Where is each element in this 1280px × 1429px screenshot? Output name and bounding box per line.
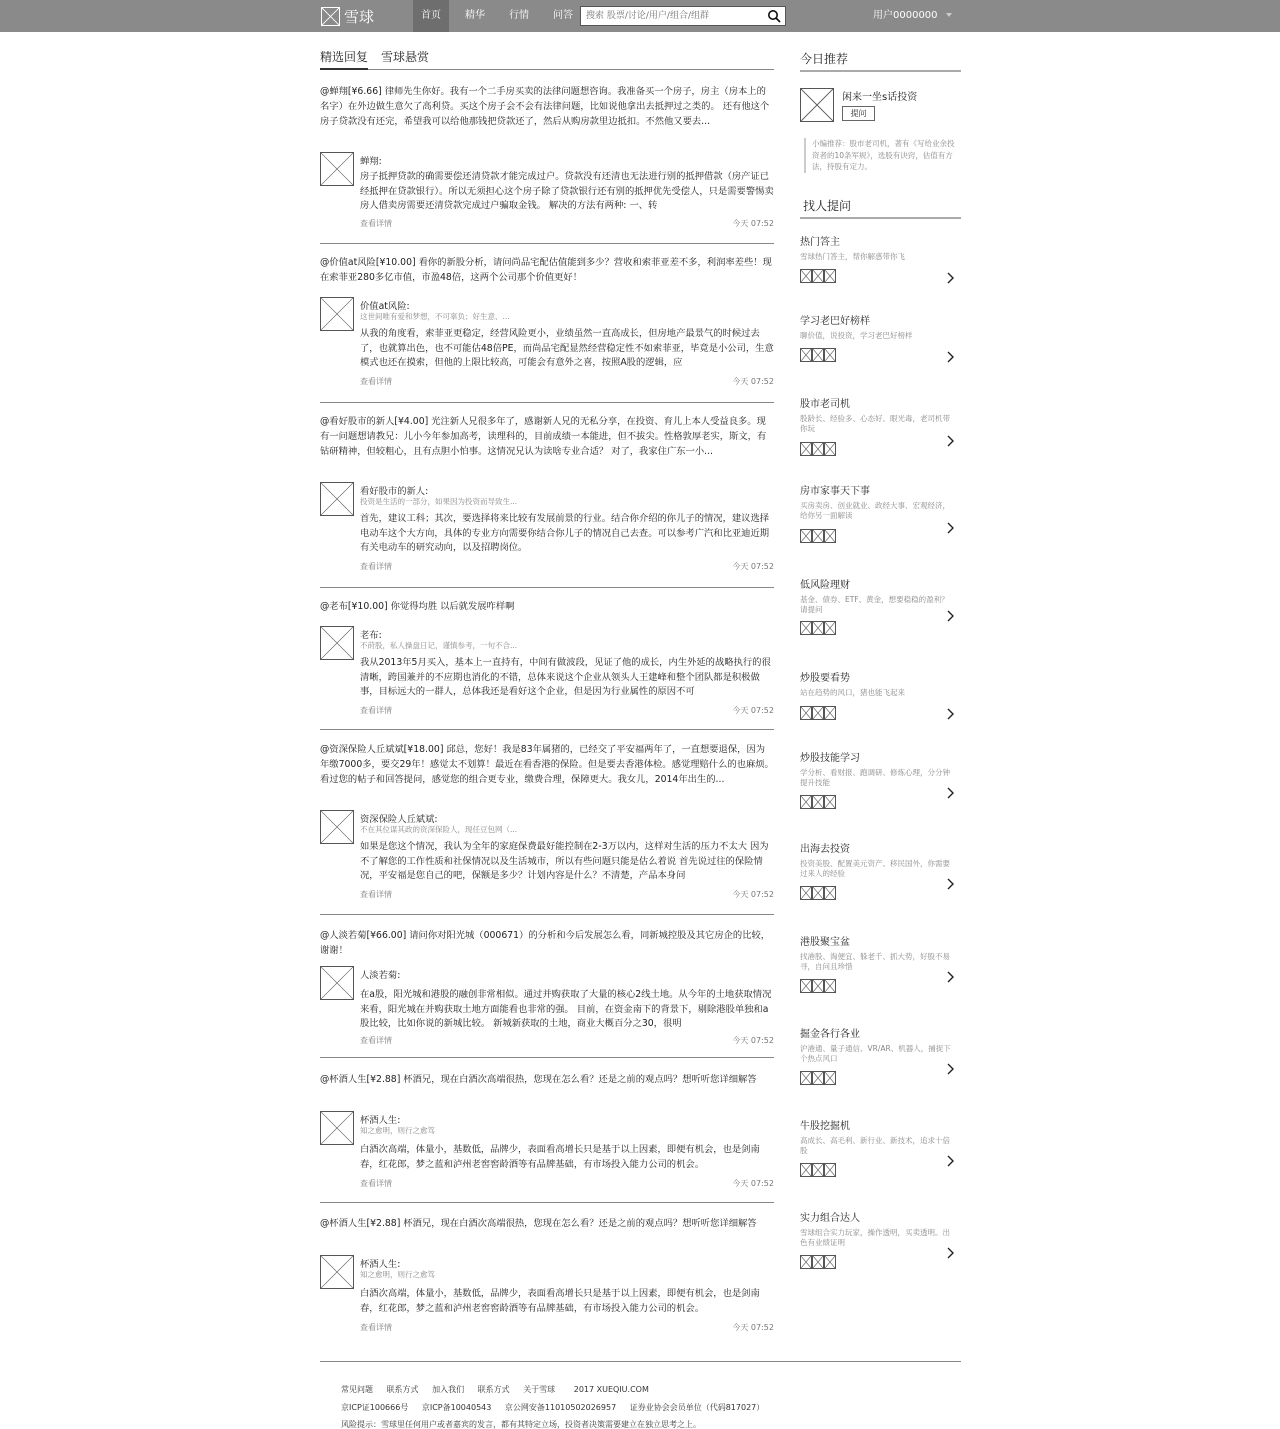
chevron-right-icon[interactable] xyxy=(946,1155,954,1167)
answerer-bio: 知之愈明，则行之愈笃 xyxy=(360,1126,435,1135)
view-details-link[interactable]: 查看详情 xyxy=(360,219,392,228)
top-navbar xyxy=(0,0,1280,32)
chevron-down-icon[interactable] xyxy=(946,13,952,17)
footer-copyright: 2017 XUEQIU.COM xyxy=(573,1385,649,1394)
answerer-avatar[interactable] xyxy=(320,810,354,844)
answer-text: 从我的角度看，索菲亚更稳定，经营风险更小，业绩虽然一直高成长，但房地产最景气的时候过去了，也就算出色，也不可能估48倍PE，而尚品宅配显然经营稳定性不如索菲亚，毕竟是小公司，生意模式也还在摸索，但他的上限比较高，可能会有意外之喜，按照A股的逻辑，应 xyxy=(360,328,774,368)
post-divider xyxy=(320,402,774,403)
today-recommend-title: 今日推荐 xyxy=(800,50,961,72)
question-text[interactable]: @蝉翔[¥6.66] 律师先生你好。我有一个二手房买卖的法律问题想咨询。我准备买一个房子，房主（房本上的名字）在外边做生意欠了高利贷。买这个房子会不会有法律问题，比如说他拿出去抵押过之类的。 还有他这个房子贷款没有还完，希望我可以给他那钱把贷款还了，然后从购房款里边抵扣。不然他又要去... xyxy=(320,86,770,127)
user-menu[interactable]: 用户0000000 xyxy=(873,10,938,21)
view-details-link[interactable]: 查看详情 xyxy=(360,1036,392,1045)
chevron-right-icon[interactable] xyxy=(946,351,954,363)
topic-group-desc: 沪港通、量子通信、VR/AR、机器人，捕捉下个热点风口 xyxy=(800,1044,951,1063)
topic-group-title[interactable]: 港股聚宝盆 xyxy=(800,937,850,948)
answerer-avatar[interactable] xyxy=(320,297,354,331)
view-details-link[interactable]: 查看详情 xyxy=(360,377,392,386)
question-text[interactable]: @杯酒人生[¥2.88] 杯酒兄，现在白酒次高端很热，您现在怎么看？还是之前的观点吗？想听听您详细解答 xyxy=(320,1218,757,1229)
question-text[interactable]: @老布[¥10.00] 你觉得均胜 以后就发展咋样啊 xyxy=(320,601,515,612)
topic-group-desc: 股龄长、经验多、心态好、眼光毒，老司机带你玩 xyxy=(800,414,950,433)
footer-link-faq[interactable]: 常见问题 xyxy=(341,1385,373,1394)
nav-featured[interactable]: 精华 xyxy=(465,10,485,21)
topic-group-avatars xyxy=(800,1071,836,1085)
topic-group-avatars xyxy=(800,442,836,456)
footer-link-contact-2[interactable]: 联系方式 xyxy=(477,1385,510,1394)
member-avatar[interactable] xyxy=(824,795,836,809)
member-avatar[interactable] xyxy=(812,1255,824,1269)
footer-links xyxy=(341,1384,660,1395)
topic-group-avatars xyxy=(800,979,836,993)
answerer-avatar[interactable] xyxy=(320,1111,354,1145)
post-timestamp: 今天 07:52 xyxy=(732,377,774,386)
answerer-bio: 投资是生活的一部分，如果因为投资而导致生... xyxy=(360,497,518,506)
answerer-name[interactable]: 价值at风险: xyxy=(360,301,410,312)
answerer-bio: 不在其位谋其政的资深保险人，现任豆包网（... xyxy=(360,825,518,834)
member-avatar[interactable] xyxy=(800,1255,812,1269)
member-avatar[interactable] xyxy=(812,795,824,809)
footer-license-4: 证券业协会会员单位（代码817027） xyxy=(629,1403,765,1412)
member-avatar[interactable] xyxy=(812,886,824,900)
topic-group-title[interactable]: 牛股挖掘机 xyxy=(800,1121,850,1132)
footer-license-2: 京ICP备10040543 xyxy=(421,1403,492,1412)
answerer-bio: 知之愈明，则行之愈笃 xyxy=(360,1270,435,1279)
recommended-user-name[interactable]: 闲来一坐s话投资 xyxy=(842,92,918,103)
editor-recommendation-note: 小编推荐：股市老司机，著有《写给业余投资者的10条军规》，选股有诀窍，估值有方法，持股有定力。 xyxy=(804,138,960,173)
member-avatar[interactable] xyxy=(812,1071,824,1085)
post-divider xyxy=(320,1057,774,1058)
nav-home[interactable]: 首页 xyxy=(413,0,449,32)
logo-text: 雪球 xyxy=(344,7,375,26)
find-people-title: 找人提问 xyxy=(800,197,961,219)
topic-group-desc: 买房卖房、创业就业、政经大事、宏观经济，给你另一面解读 xyxy=(800,501,950,520)
chevron-right-icon[interactable] xyxy=(946,272,954,284)
view-details-link[interactable]: 查看详情 xyxy=(360,890,392,899)
answerer-avatar[interactable] xyxy=(320,482,354,516)
topic-group-desc: 学分析、看财报、跑调研、修炼心理，分分钟提升技能 xyxy=(800,768,950,787)
topic-group-title[interactable]: 股市老司机 xyxy=(800,399,850,410)
content-tabs xyxy=(320,48,774,70)
chevron-right-icon[interactable] xyxy=(946,522,954,534)
ask-button[interactable]: 提问 xyxy=(842,106,875,121)
answerer-name[interactable]: 看好股市的新人: xyxy=(360,486,429,497)
post-divider xyxy=(320,914,774,915)
member-avatar[interactable] xyxy=(800,269,812,283)
member-avatar[interactable] xyxy=(824,348,836,362)
question-text[interactable]: @人淡若菊[¥66.00] 请问你对阳光城（000671）的分析和今后发展怎么看，同新城控股及其它房企的比较，谢谢！ xyxy=(320,930,771,956)
member-avatar[interactable] xyxy=(800,795,812,809)
topic-group-avatars xyxy=(800,706,836,720)
topic-group-avatars xyxy=(800,1255,836,1269)
member-avatar[interactable] xyxy=(812,621,824,635)
post-timestamp: 今天 07:52 xyxy=(732,1179,774,1188)
answerer-bio: 这世间唯有爱和梦想，不可辜负；好生意、... xyxy=(360,312,510,321)
post-divider xyxy=(320,729,774,730)
answer-text: 如果是您这个情况，我认为全年的家庭保费最好能控制在2-3万以内，这样对生活的压力不太大 因为不了解您的工作性质和社保情况以及生活城市，所以有些问题只能是估么着说 首先说过往的保险情况，平安福是您自己的吧，保额是多少？计划内容是什么？不清楚，产品本身问 xyxy=(360,841,769,881)
chevron-right-icon[interactable] xyxy=(946,1063,954,1075)
topic-group-avatars xyxy=(800,1163,836,1177)
member-avatar[interactable] xyxy=(824,706,836,720)
post-divider xyxy=(320,587,774,588)
answerer-name[interactable]: 杯酒人生: xyxy=(360,1259,401,1270)
answerer-name[interactable]: 蝉翔: xyxy=(360,156,382,167)
question-text[interactable]: @资深保险人丘斌斌[¥18.00] 邱总，您好！我是83年属猪的，已经交了平安福两年了，一直想要退保，因为年缴7000多，要交29年！感觉太不划算！最近在看香港的保险。但是要去香港体检。感觉理赔什么的也麻烦。看过您的帖子和回答提问，感觉您的组合更专业，缴费合理，保障更大。我女儿，2014年出生的... xyxy=(320,744,774,785)
member-avatar[interactable] xyxy=(824,886,836,900)
member-avatar[interactable] xyxy=(812,979,824,993)
member-avatar[interactable] xyxy=(812,529,824,543)
member-avatar[interactable] xyxy=(800,886,812,900)
answerer-avatar[interactable] xyxy=(320,152,354,186)
post-timestamp: 今天 07:52 xyxy=(732,219,774,228)
member-avatar[interactable] xyxy=(800,529,812,543)
topic-group-desc: 聊价值，说投资，学习老巴好榜样 xyxy=(800,331,913,340)
chevron-right-icon[interactable] xyxy=(946,878,954,890)
post-timestamp: 今天 07:52 xyxy=(732,562,774,571)
member-avatar[interactable] xyxy=(800,706,812,720)
answerer-name[interactable]: 杯酒人生: xyxy=(360,1115,401,1126)
member-avatar[interactable] xyxy=(812,269,824,283)
chevron-right-icon[interactable] xyxy=(946,610,954,622)
search-input[interactable] xyxy=(581,7,761,25)
topic-group-title[interactable]: 炒股要看势 xyxy=(800,673,850,684)
topic-group-title[interactable]: 低风险理财 xyxy=(800,580,850,591)
member-avatar[interactable] xyxy=(824,621,836,635)
footer-link-contact[interactable]: 联系方式 xyxy=(386,1385,419,1394)
answer-text: 在a股，阳光城和港股的融创非常相似。通过并购获取了大量的核心2线土地。从今年的土地获取情况来看，阳光城在并购获取土地方面能看也非常的强。 目前，在资金南下的背景下，剔除港股单独和a股比较，比如你说的新城比较。 新城新获取的土地，商业大概百分之30，很明 xyxy=(360,989,772,1029)
nav-market[interactable]: 行情 xyxy=(509,10,529,21)
topic-group-desc: 雪球热门答主，帮你解惑带你飞 xyxy=(800,252,905,261)
topic-group-title[interactable]: 热门答主 xyxy=(800,237,840,248)
member-avatar[interactable] xyxy=(824,442,836,456)
answer-text: 首先，建议工科；其次，要选择将来比较有发展前景的行业。结合你介绍的你儿子的情况，建议选择电动车这个大方向，具体的专业方向需要你结合你儿子的情况自己去查。可以参考广汽和比亚迪近期有关电动车的研究动向，以及招聘岗位。 xyxy=(360,513,770,553)
member-avatar[interactable] xyxy=(824,529,836,543)
member-avatar[interactable] xyxy=(800,348,812,362)
view-details-link[interactable]: 查看详情 xyxy=(360,562,392,571)
footer-risk-notice: 风险提示：雪球里任何用户或者嘉宾的发言，都有其特定立场，投资者决策需要建立在独立思考之上。 xyxy=(341,1420,701,1429)
search-icon[interactable] xyxy=(767,9,781,23)
answer-text: 我从2013年5月买入，基本上一直持有，中间有做波段，见证了他的成长，内生外延的战略执行的很清晰，跨国兼并的不应期也消化的不错，总体来说这个企业从领头人王建峰和整个团队都是积极做事，目标远大的一群人，总体我还是看好这个企业，但是因为行业属性的原因不可 xyxy=(360,657,771,697)
chevron-right-icon[interactable] xyxy=(946,435,954,447)
search-box xyxy=(580,6,786,26)
topic-group-avatars xyxy=(800,621,836,635)
post-timestamp: 今天 07:52 xyxy=(732,1323,774,1332)
chevron-right-icon[interactable] xyxy=(946,708,954,720)
post-divider xyxy=(320,1202,774,1203)
post-divider xyxy=(320,243,774,244)
topic-group-desc: 高成长、高毛利、新行业、新技术，追求十倍股 xyxy=(800,1136,950,1155)
member-avatar[interactable] xyxy=(800,1163,812,1177)
footer-link-join[interactable]: 加入我们 xyxy=(432,1385,465,1394)
answerer-name[interactable]: 资深保险人丘斌斌: xyxy=(360,814,438,825)
topic-group-title[interactable]: 出海去投资 xyxy=(800,844,850,855)
topic-group-avatars xyxy=(800,529,836,543)
tab-bounty[interactable]: 雪球悬赏 xyxy=(381,50,430,64)
logo-image-placeholder xyxy=(321,7,340,26)
footer-link-about[interactable]: 关于雪球 xyxy=(523,1385,556,1394)
topic-group-avatars xyxy=(800,269,836,283)
topic-group-avatars xyxy=(800,795,836,809)
answerer-name[interactable]: 人淡若菊: xyxy=(360,970,401,981)
member-avatar[interactable] xyxy=(800,442,812,456)
answer-text: 白酒次高端，体量小，基数低，品牌少，表面看高增长只是基于以上因素，即便有机会，也是剑南春，红花郎，梦之蓝和泸州老窖窖龄酒等有品牌基础，有市场投入能力公司的机会。 xyxy=(360,1288,760,1314)
question-text[interactable]: @看好股市的新人[¥4.00] 光注新人兄很多年了，感谢新人兄的无私分享，在投资、育儿上本人受益良多。现有一问题想请教兄：儿小今年参加高考，读理科的，目前成绩一本能进，但不拔尖。性格敦厚老实，斯文，有钻研精神，但较粗心，且有点胆小怕事。这情况兄认为读啥专业合适？ 对了，我家住广东一小... xyxy=(320,416,767,457)
main-nav xyxy=(413,0,589,32)
view-details-link[interactable]: 查看详情 xyxy=(360,1179,392,1188)
member-avatar[interactable] xyxy=(800,621,812,635)
post-timestamp: 今天 07:52 xyxy=(732,706,774,715)
member-avatar[interactable] xyxy=(824,979,836,993)
logo[interactable] xyxy=(321,6,374,26)
member-avatar[interactable] xyxy=(824,1163,836,1177)
member-avatar[interactable] xyxy=(812,1163,824,1177)
member-avatar[interactable] xyxy=(800,979,812,993)
question-text[interactable]: @价值at风险[¥10.00] 看你的新股分析，请问尚品宅配估值能到多少？营收和索菲亚差不多，利润率差些！现在索菲亚280多亿市值，市盈48倍，这两个公司那个价值更好！ xyxy=(320,257,772,283)
answerer-avatar[interactable] xyxy=(320,626,354,660)
member-avatar[interactable] xyxy=(824,1255,836,1269)
answerer-avatar[interactable] xyxy=(320,966,354,1000)
member-avatar[interactable] xyxy=(812,706,824,720)
footer-license-3: 京公网安备11010502026957 xyxy=(504,1403,617,1412)
answerer-avatar[interactable] xyxy=(320,1255,354,1289)
answer-text: 房子抵押贷款的确需要偿还清贷款才能完成过户。贷款没有还清也无法进行别的抵押借款（房产证已经抵押在贷款银行）。所以无须担心这个房子除了贷款银行还有别的抵押优先受偿人，只是需要警惕卖房人借卖房需要还清贷款完成过户骗取金钱。 解决的方法有两种: 一、转 xyxy=(360,171,774,211)
answerer-name[interactable]: 老布: xyxy=(360,630,382,641)
footer-license-1: 京ICP证100666号 xyxy=(341,1403,409,1412)
footer-licenses xyxy=(341,1402,775,1413)
topic-group-title[interactable]: 房市家事天下事 xyxy=(800,486,870,497)
view-details-link[interactable]: 查看详情 xyxy=(360,706,392,715)
member-avatar[interactable] xyxy=(812,442,824,456)
recommended-user-avatar[interactable] xyxy=(800,88,834,122)
answerer-bio: 不莳股，私人操盘日记，谨慎参考，一句不合... xyxy=(360,641,518,650)
chevron-right-icon[interactable] xyxy=(946,971,954,983)
topic-group-desc: 雪球组合实力玩家，操作透明，买卖透明。出色有业绩证明 xyxy=(800,1228,950,1247)
topic-group-title[interactable]: 实力组合达人 xyxy=(800,1213,860,1224)
answer-text: 白酒次高端，体量小，基数低，品牌少，表面看高增长只是基于以上因素，即便有机会，也是剑南春，红花郎，梦之蓝和泸州老窖窖龄酒等有品牌基础，有市场投入能力公司的机会。 xyxy=(360,1144,760,1170)
member-avatar[interactable] xyxy=(812,348,824,362)
nav-qa[interactable]: 问答 xyxy=(553,10,573,21)
question-text[interactable]: @杯酒人生[¥2.88] 杯酒兄，现在白酒次高端很热，您现在怎么看？还是之前的观点吗？想听听您详细解答 xyxy=(320,1074,757,1085)
topic-group-desc: 找港股、淘便宜、躲老千、抓大势，好股不易寻，自问且珍惜 xyxy=(800,952,950,971)
topic-group-title[interactable]: 炒股技能学习 xyxy=(800,753,860,764)
topic-group-title[interactable]: 掘金各行各业 xyxy=(800,1029,860,1040)
chevron-right-icon[interactable] xyxy=(946,787,954,799)
footer-divider xyxy=(320,1361,961,1362)
member-avatar[interactable] xyxy=(824,269,836,283)
post-timestamp: 今天 07:52 xyxy=(732,1036,774,1045)
view-details-link[interactable]: 查看详情 xyxy=(360,1323,392,1332)
member-avatar[interactable] xyxy=(824,1071,836,1085)
topic-group-desc: 站在趋势的风口，猪也能飞起来 xyxy=(800,688,905,697)
topic-group-avatars xyxy=(800,886,836,900)
member-avatar[interactable] xyxy=(800,1071,812,1085)
post-timestamp: 今天 07:52 xyxy=(732,890,774,899)
chevron-right-icon[interactable] xyxy=(946,1247,954,1259)
tab-featured-replies[interactable]: 精选回复 xyxy=(320,48,368,70)
topic-group-avatars xyxy=(800,348,836,362)
topic-group-title[interactable]: 学习老巴好榜样 xyxy=(800,316,870,327)
topic-group-desc: 基金、债券、ETF、黄金，想要稳稳的盈利？请提问 xyxy=(800,595,949,614)
topic-group-desc: 投资美股、配置美元资产、移民国外，你需要过来人的经验 xyxy=(800,859,950,878)
